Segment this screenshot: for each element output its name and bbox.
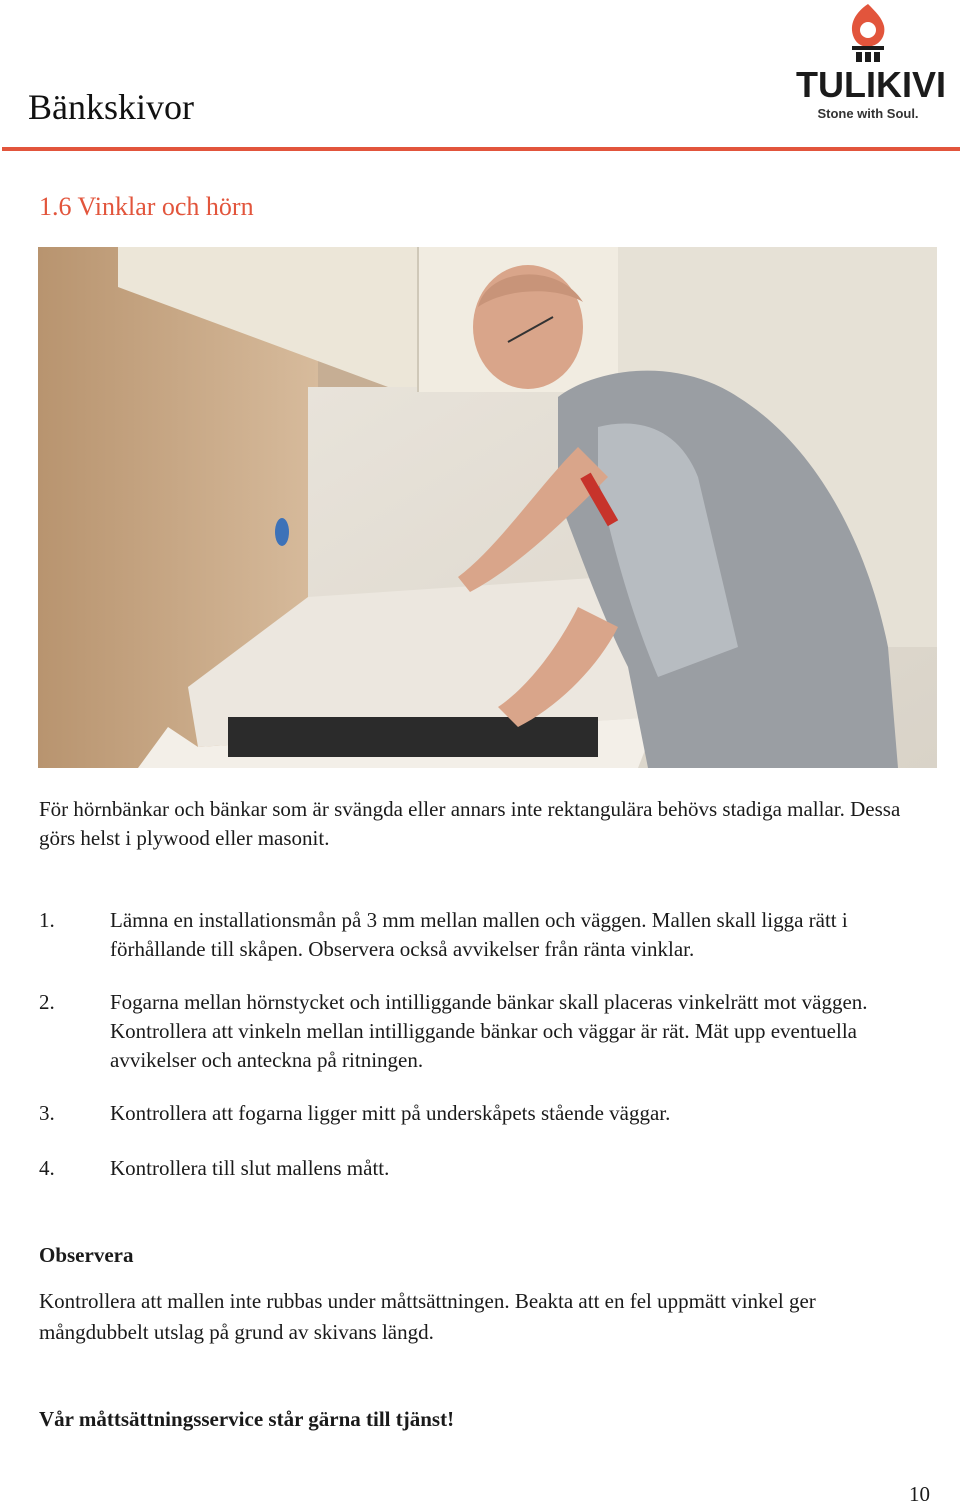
page-number: 10 xyxy=(909,1482,930,1506)
step-text: Kontrollera att fogarna ligger mitt på underskåpets stående väggar. xyxy=(110,1101,671,1125)
step-number: 2. xyxy=(39,990,55,1014)
logo-wordmark: TULIKIVI xyxy=(796,64,946,105)
closing-line: Vår måttsättningsservice står gärna till tjänst! xyxy=(39,1407,455,1431)
step-number: 1. xyxy=(39,908,55,932)
note-heading: Observera xyxy=(39,1243,134,1267)
step-number: 3. xyxy=(39,1101,55,1125)
photo-illustration xyxy=(38,247,937,768)
logo-tagline: Stone with Soul. xyxy=(817,106,919,121)
step-text: Lämna en installationsmån på 3 mm mellan mallen och väggen. Mallen skall ligga rätt i förhållande till skåpen. Observera också avvikelser från ränta vinklar. xyxy=(110,908,848,961)
step-text: Kontrollera till slut mallens mått. xyxy=(110,1156,390,1180)
page-title: Bänkskivor xyxy=(28,87,194,127)
flame-stone-icon xyxy=(796,2,940,64)
note-text: Kontrollera att mallen inte rubbas under måttsättningen. Beakta att en fel uppmätt vinkel ger mångdubbelt utslag på grund av skivans längd. xyxy=(39,1289,816,1344)
header-rule xyxy=(2,147,960,151)
intro-paragraph: För hörnbänkar och bänkar som är svängda eller annars inte rektangulära behövs stadiga mallar. Dessa görs helst i plywood eller masonit. xyxy=(39,797,901,850)
tulikivi-logo xyxy=(796,2,946,126)
step-number: 4. xyxy=(39,1156,55,1180)
section-heading: 1.6 Vinklar och hörn xyxy=(39,192,254,221)
step-text: Fogarna mellan hörnstycket och intilliggande bänkar skall placeras vinkelrätt mot väggen. Kontrollera att vinkeln mellan intilliggande bänkar och väggar är rät. Mät upp eventuella avvikelser och anteckna på ritningen. xyxy=(110,990,868,1072)
installer-photo xyxy=(38,247,937,768)
